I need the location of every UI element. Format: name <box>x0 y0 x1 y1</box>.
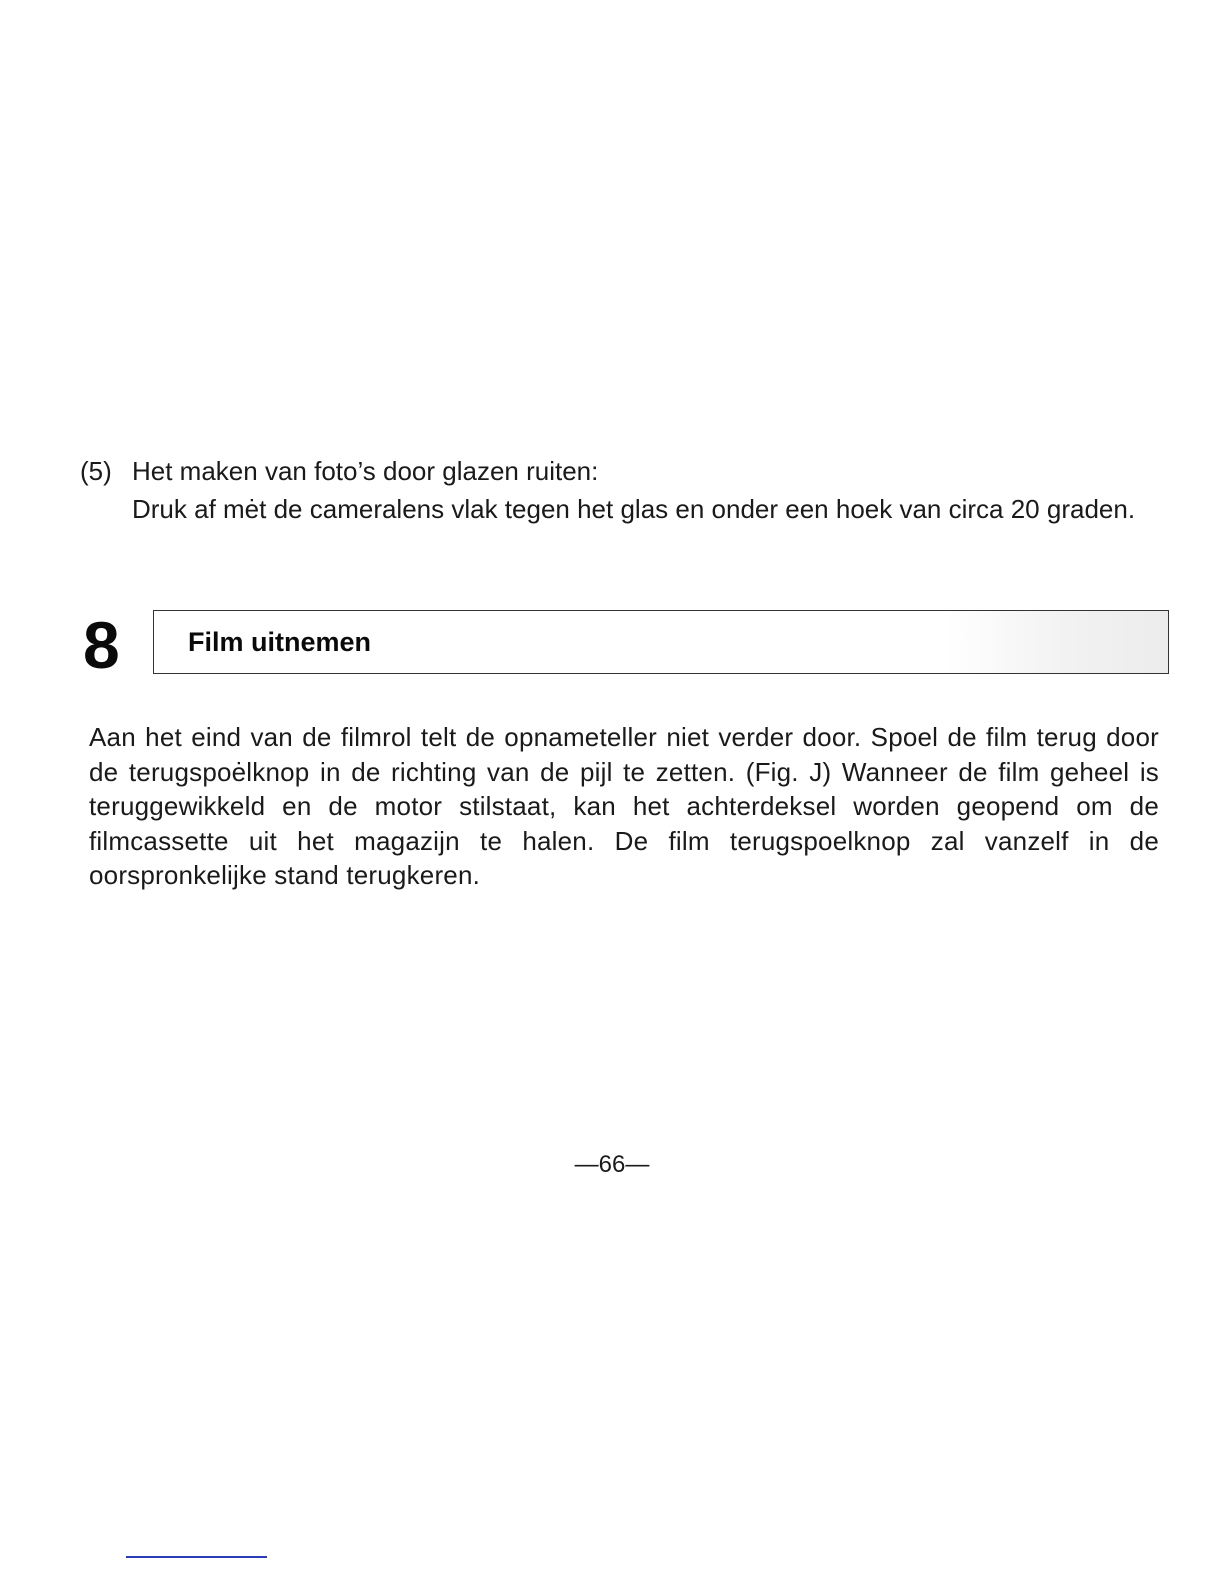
section-number: 8 <box>83 608 120 682</box>
item-5-number: (5) <box>80 456 112 486</box>
page-number: —66— <box>574 1151 650 1178</box>
section-title: Film uitnemen <box>188 627 372 657</box>
item-5-body <box>132 452 1180 528</box>
section-heading-box <box>153 610 1169 674</box>
section-paragraph: Aan het eind van de filmrol telt de opnameteller niet verder door. Spoel de film terug door de terugspoėlknop in de richting van de pijl te zetten. (Fig. J) Wanneer de film geheel is teruggewikkeld en de motor stilstaat, kan het achterdeksel worden geopend om de filmcassette uit het magazijn te halen. De film terugspoelknop zal vanzelf in de oorspronkelijke stand terugkeren. <box>89 722 1159 890</box>
bottom-rule <box>126 1556 267 1558</box>
item-5-title: Het maken van foto’s door glazen ruiten: <box>132 456 599 486</box>
item-5 <box>80 452 1180 528</box>
item-5-text: Druk af mėt de cameralens vlak tegen het glas en onder een hoek van circa 20 graden. <box>132 494 1136 524</box>
